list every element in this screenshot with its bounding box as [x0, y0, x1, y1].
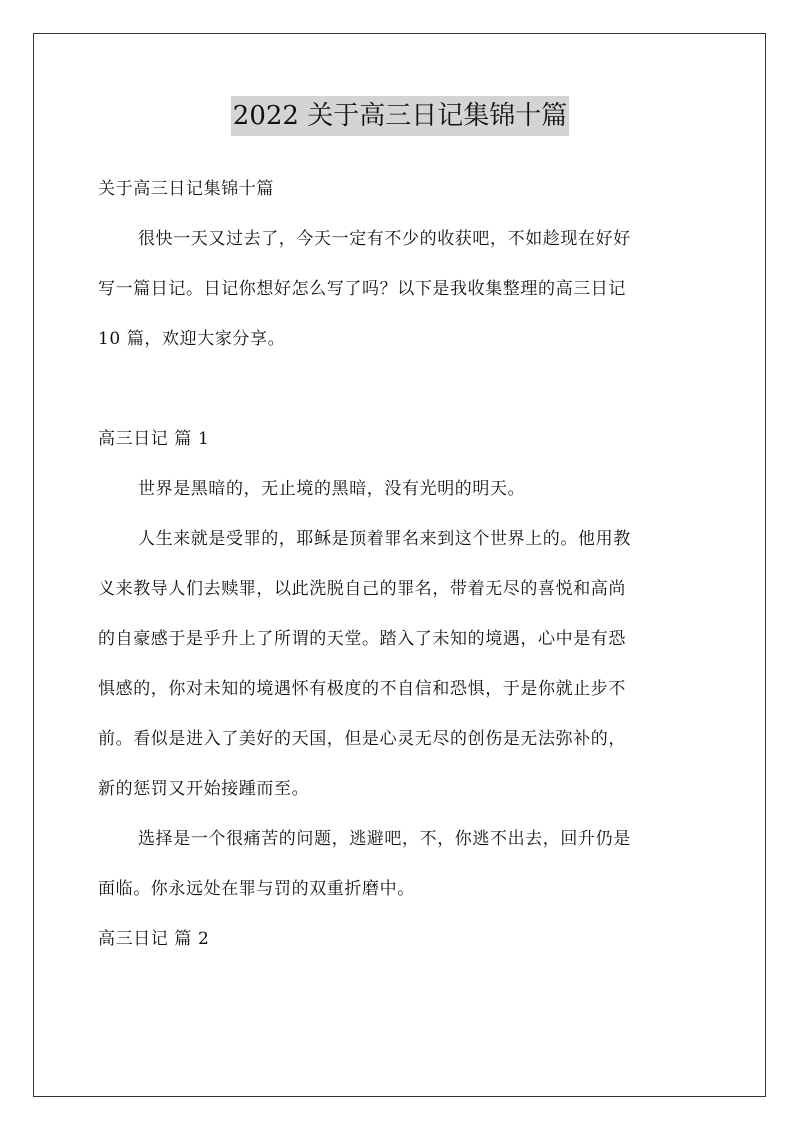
paragraph-line: 世界是黑暗的，无止境的黑暗，没有光明的明天。 [138, 479, 526, 499]
document-body [98, 164, 706, 964]
paragraph-line: 新的惩罚又开始接踵而至。 [98, 779, 310, 799]
paragraph-line: 选择是一个很痛苦的问题，逃避吧，不，你逃不出去，回升仍是 [138, 829, 631, 849]
title-container [0, 96, 800, 136]
paragraph-line: 面临。你永远处在罪与罚的双重折磨中。 [98, 879, 415, 899]
document-subtitle: 关于高三日记集锦十篇 [98, 179, 274, 199]
paragraph-line: 的自豪感于是乎升上了所谓的天堂。踏入了未知的境遇，心中是有恐 [98, 629, 626, 649]
intro-line: 很快一天又过去了，今天一定有不少的收获吧，不如趁现在好好 [138, 229, 631, 249]
intro-line: 10 篇，欢迎大家分享。 [98, 329, 286, 349]
intro-line: 写一篇日记。日记你想好怎么写了吗？以下是我收集整理的高三日记 [98, 279, 626, 299]
paragraph-line: 人生来就是受罪的，耶稣是顶着罪名来到这个世界上的。他用教 [138, 529, 631, 549]
paragraph-line: 义来教导人们去赎罪，以此洗脱自己的罪名，带着无尽的喜悦和高尚 [98, 579, 626, 599]
paragraph-line: 惧感的，你对未知的境遇怀有极度的不自信和恐惧，于是你就止步不 [98, 679, 626, 699]
document-title: 2022 关于高三日记集锦十篇 [231, 96, 569, 136]
section-heading-2: 高三日记 篇 2 [98, 929, 210, 949]
spacer [98, 364, 706, 414]
paragraph-line: 前。看似是进入了美好的天国，但是心灵无尽的创伤是无法弥补的， [98, 729, 626, 749]
section-heading-1: 高三日记 篇 1 [98, 429, 210, 449]
